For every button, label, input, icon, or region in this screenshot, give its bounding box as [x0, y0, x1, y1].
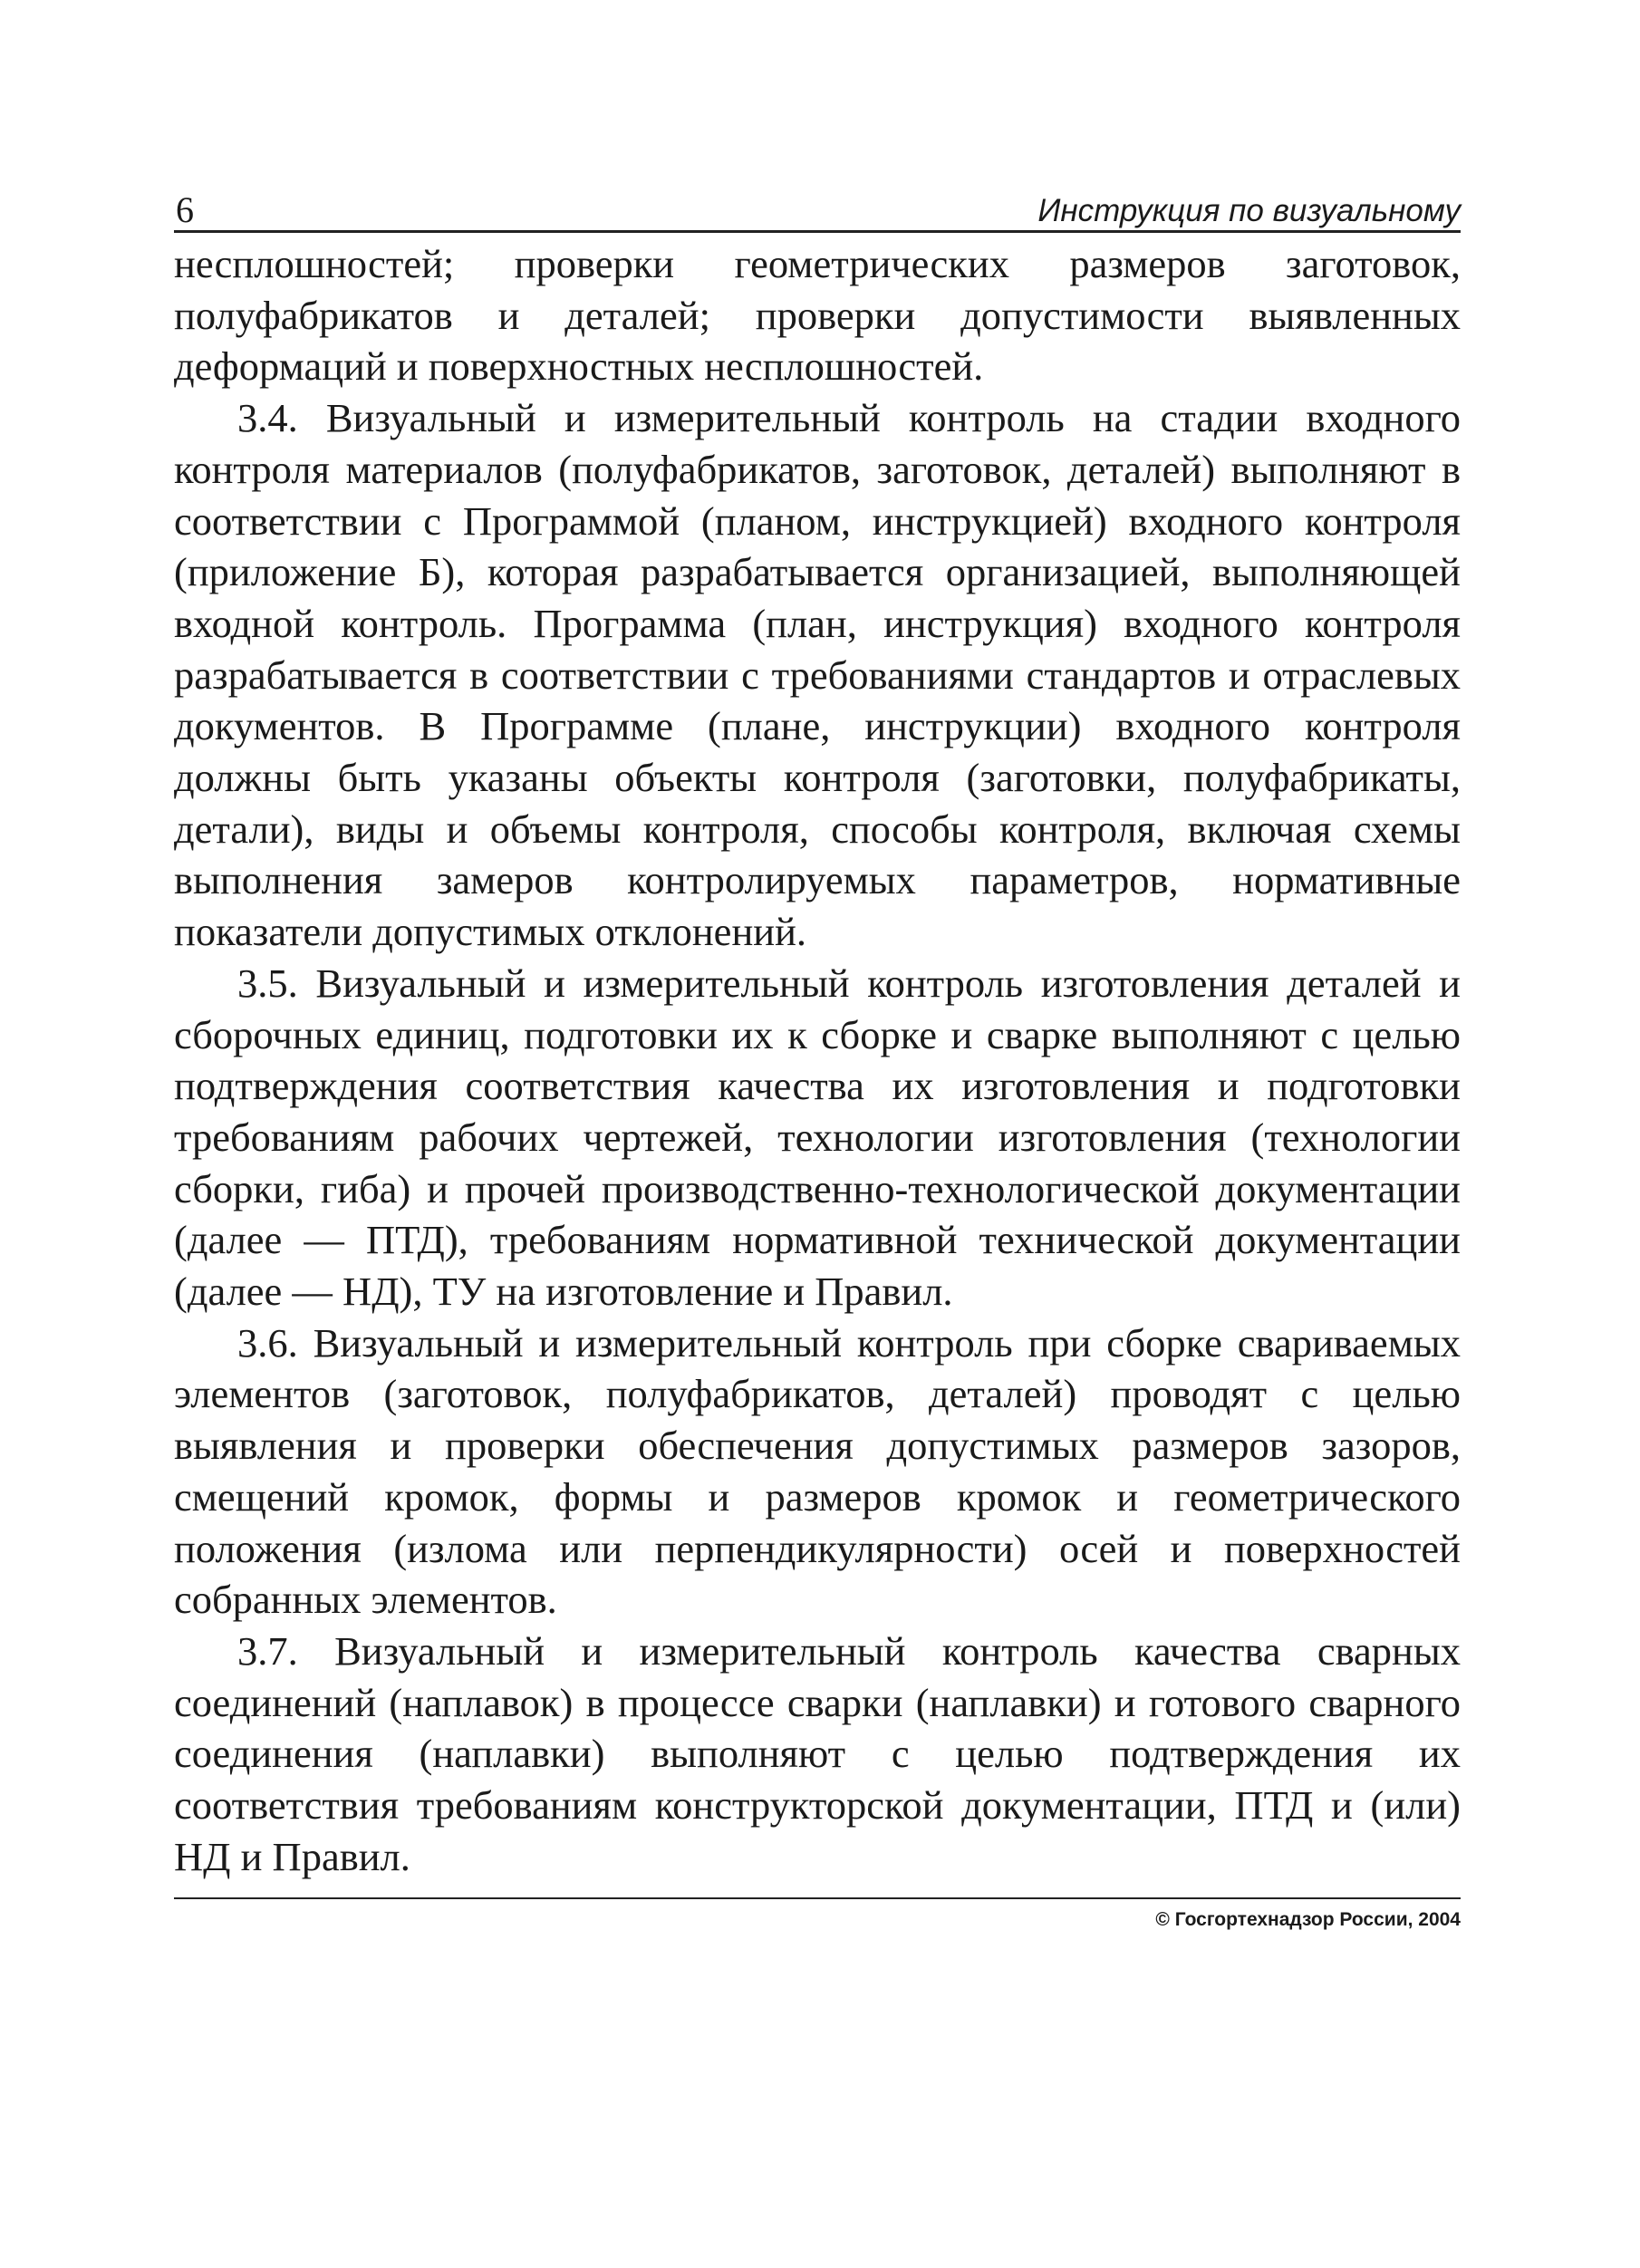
page-header: [174, 178, 1461, 233]
body-text: [174, 238, 1461, 1883]
running-title: Инструкция по визуальному: [1037, 193, 1461, 228]
paragraph-3-4: 3.4. Визуальный и измерительный контроль на стадии входного контроля материалов (полуфабрикатов, заготовок, деталей) выполняют в соответствии с Программой (планом, инструкцией) входного контроля (приложение Б), которая разрабатывается организацией, выполняющей входной контроль. Программа (план, инструкция) входного контроля разрабатывается в соответствии с требованиями стандартов и отраслевых документов. В Программе (плане, инструкции) входного контроля должны быть указаны объекты контроля (заготовки, полуфабрикаты, детали), виды и объемы контроля, способы контроля, включая схемы выполнения замеров контролируемых параметров, нормативные показатели допустимых отклонений.: [174, 395, 1461, 955]
copyright-notice: © Госгортехнадзор России, 2004: [1155, 1908, 1461, 1930]
page-footer: [174, 1897, 1461, 1954]
paragraph-3-5: 3.5. Визуальный и измерительный контроль изготовления деталей и сборочных единиц, подготовки их к сборке и сварке выполняют с целью подтверждения соответствия качества их изготовления и подготовки требованиям рабочих чертежей, технологии изготовления (технологии сборки, гиба) и прочей производственно-технологической документации (далее — ПТД), требованиям нормативной технической документации (далее — НД), ТУ на изготовление и Правил.: [174, 960, 1461, 1315]
paragraph-3-7: 3.7. Визуальный и измерительный контроль качества сварных соединений (наплавок) в процессе сварки (наплавки) и готового сварного соединения (наплавки) выполняют с целью подтверждения их соответствия требованиям конструкторской документации, ПТД и (или) НД и Правил.: [174, 1627, 1461, 1879]
continuation-paragraph: несплошностей; проверки геометрических размеров заготовок, полуфабрикатов и деталей; проверки допустимости выявленных деформаций и поверхностных несплошностей.: [174, 241, 1461, 390]
document-page: [174, 178, 1461, 1954]
page-number: 6: [176, 189, 194, 230]
paragraph-3-6: 3.6. Визуальный и измерительный контроль при сборке свариваемых элементов (заготовок, полуфабрикатов, деталей) проводят с целью выявления и проверки обеспечения допустимых размеров зазоров, смещений кромок, формы и размеров кромок и геометрического положения (излома или перпендикулярности) осей и поверхностей собранных элементов.: [174, 1319, 1461, 1623]
